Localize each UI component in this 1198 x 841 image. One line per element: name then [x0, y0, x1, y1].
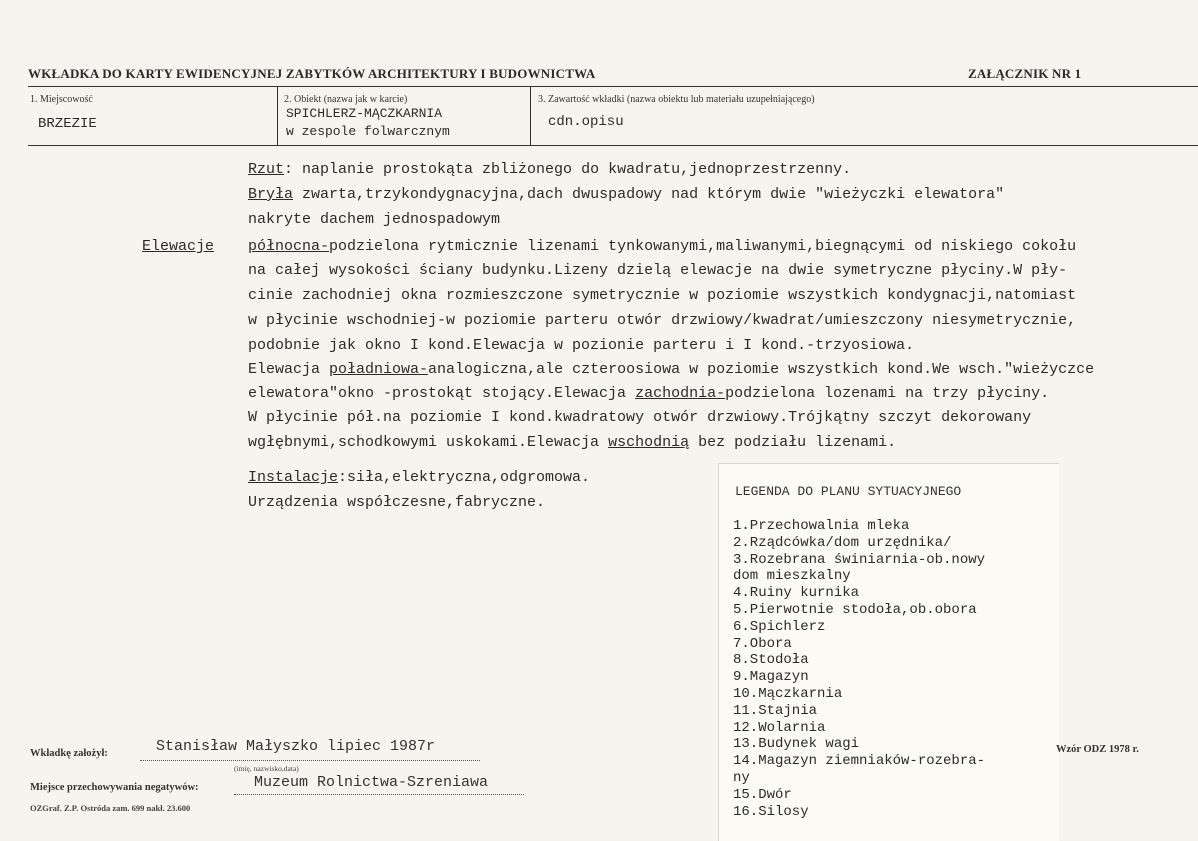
legend-item: 5.Pierwotnie stodoła,ob.obora [733, 601, 977, 618]
south-pre: Elewacja [248, 361, 330, 378]
legend-item: 10.Mączkarnia [733, 685, 843, 702]
contents-label: 3. Zawartość wkładki (nazwa obiektu lub materiału uzupełniającego) [538, 94, 815, 105]
header-rule [28, 86, 1198, 87]
legend-title: LEGENDA DO PLANU SYTUACYJNEGO [735, 484, 962, 499]
author-dotted-line [140, 760, 480, 761]
north-heading: północna- [248, 238, 330, 255]
legend-item: 14.Magazyn ziemniaków-rozebra- [733, 753, 986, 770]
annex-number: ZAŁĄCZNIK NR 1 [968, 66, 1082, 81]
installations-text: :siła,elektryczna,odgromowa. [338, 469, 591, 486]
legend-list [733, 518, 985, 820]
legend-item: 15.Dwór [733, 786, 792, 803]
mass-line [248, 185, 1004, 205]
author-value: Stanisław Małyszko lipiec 1987r [156, 738, 436, 755]
mass-heading: Bryła [248, 186, 294, 203]
mass-line-2: nakryte dachem jednospadowym [248, 211, 501, 228]
legend-item: 3.Rozebrana świniarnia-ob.nowy [733, 551, 986, 568]
plan-line [248, 160, 851, 180]
east-heading: wschodnią [608, 434, 690, 451]
south-text: analogiczna,ale czteroosiowa w poziomie wszystkich kond.We wsch."wieżyczce [428, 361, 1095, 378]
south-elevation-line [248, 360, 1094, 380]
form-title: WKŁADKA DO KARTY EWIDENCYJNEJ ZABYTKÓW ARCHITEKTURY I BUDOWNICTWA [28, 66, 596, 81]
south-heading: poładniowa- [329, 361, 429, 378]
legend-item: 16.Silosy [733, 803, 809, 820]
west-pre: elewatora"okno -prostokąt stojący.Elewacja [248, 385, 636, 402]
legend-item: 12.Wolarnia [733, 719, 826, 736]
contents-value: cdn.opisu [548, 114, 624, 130]
legend-item: 13.Budynek wagi [733, 736, 860, 753]
field-divider-2 [530, 87, 531, 145]
legend-item: 8.Stodoła [733, 652, 809, 669]
legend-item: 9.Magazyn [733, 669, 809, 686]
storage-label: Miejsce przechowywania negatywów: [30, 782, 199, 793]
form-model: Wzór ODZ 1978 r. [1056, 744, 1139, 755]
plan-text: : naplanie prostokąta zbliżonego do kwadratu,jednoprzestrzenny. [284, 161, 852, 178]
installations-heading: Instalacje [248, 469, 339, 486]
legend-item: 7.Obora [733, 635, 792, 652]
north-text: podzielona rytmicznie lizenami tynkowanymi,maliwanymi,biegnącymi od niskiego cokołu [329, 238, 1077, 255]
east-pre: wgłębnymi,schodkowymi uskokami.Elewacja [248, 434, 609, 451]
equipment-line: Urządzenia współczesne,fabryczne. [248, 494, 546, 511]
body-line-11: W płycinie pół.na poziomie I kond.kwadratowy otwór drzwiowy.Trójkątny szczyt dekorowany [248, 409, 1032, 426]
object-label: 2. Obiekt (nazwa jak w karcie) [284, 94, 408, 105]
west-text: podzielona lozenami na trzy płyciny. [725, 385, 1050, 402]
storage-dotted-line [234, 794, 524, 795]
legend-item: dom mieszkalny [733, 568, 851, 585]
print-info: OZGraf. Z.P. Ostróda zam. 699 nakł. 23.600 [30, 803, 191, 813]
author-hint: (imię, nazwisko,data) [234, 764, 299, 773]
legend-item: ny [733, 769, 750, 786]
locality-label: 1. Miejscowość [30, 94, 93, 105]
mass-text: zwarta,trzykondygnacyjna,dach dwuspadowy nad którym dwie "wieżyczki elewatora" [293, 186, 1005, 203]
site-plan-legend [718, 463, 1059, 841]
body-line-5: na całej wysokości ściany budynku.Lizeny dzielą elewacje na dwie symetryczne płyciny.W pły- [248, 262, 1068, 279]
legend-item: 6.Spichlerz [733, 618, 826, 635]
locality-value: BRZEZIE [38, 116, 97, 132]
elevations-label: Elewacje [142, 238, 215, 255]
north-elevation-line [248, 237, 1076, 257]
field-divider-1 [277, 87, 278, 145]
east-elevation-line [248, 433, 896, 453]
west-elevation-line [248, 384, 1049, 404]
fields-bottom-rule [28, 145, 1198, 146]
east-text: bez podziału lizenami. [689, 434, 897, 451]
plan-heading: Rzut [248, 161, 285, 178]
object-value-line1: SPICHLERZ-MĄCZKARNIA [286, 106, 443, 121]
west-heading: zachodnia- [635, 385, 726, 402]
legend-item: 2.Rządcówka/dom urzędnika/ [733, 534, 952, 551]
author-label: Wkładkę założył: [30, 748, 108, 759]
installations-line [248, 468, 590, 488]
object-value-line2: w zespole folwarcznym [286, 124, 450, 139]
legend-item: 1.Przechowalnia mleka [733, 518, 910, 534]
body-line-8: podobnie jak okno I kond.Elewacja w pozionie parteru i I kond.-trzyosiowa. [248, 337, 915, 354]
body-line-6: cinie zachodniej okna rozmieszczone symetrycznie w poziomie wszystkich kondygnacji,natomiast [248, 287, 1077, 304]
legend-item: 4.Ruiny kurnika [733, 585, 860, 602]
legend-item: 11.Stajnia [733, 702, 818, 719]
body-line-7: w płycinie wschodniej-w poziomie parteru otwór drzwiowy/kwadrat/umieszczony niesymetrycznie, [248, 312, 1077, 329]
storage-value: Muzeum Rolnictwa-Szreniawa [254, 774, 489, 791]
